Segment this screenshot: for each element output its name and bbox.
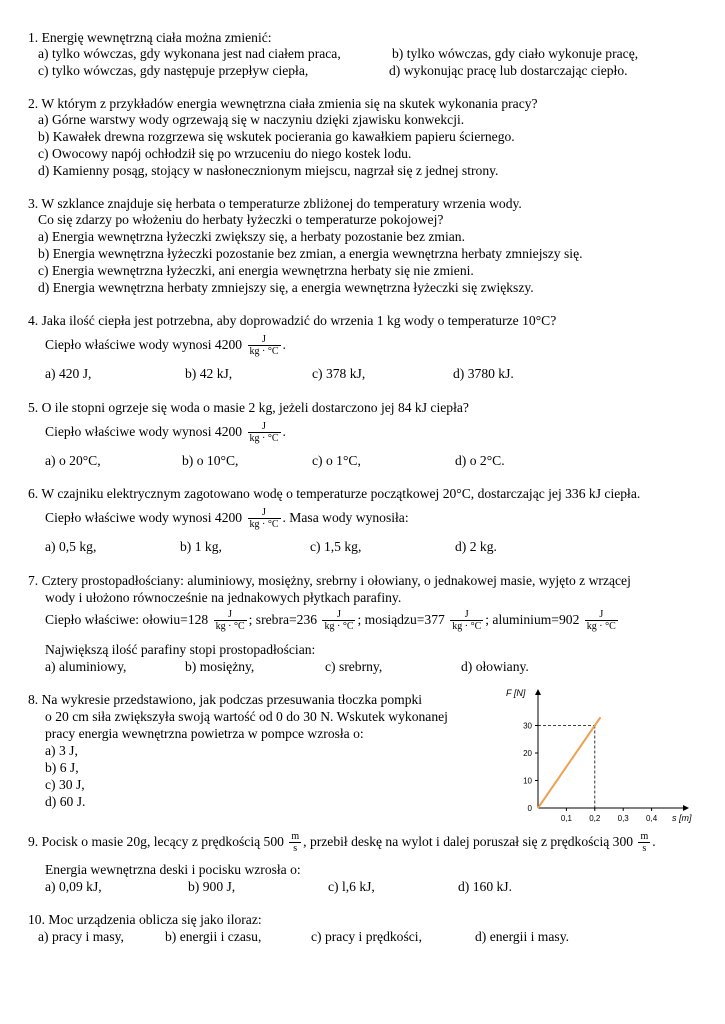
q5-unit-fraction: $\frac{J}{kg \cdot ^\circ C}$ bbox=[249, 421, 279, 445]
q9-option-a[interactable]: a) 0,09 kJ, bbox=[45, 879, 102, 894]
chart-x-label: s [m] bbox=[672, 813, 692, 823]
q3-option-d[interactable]: d) Energia wewnętrzna herbaty zmniejszy się, a energia wewnętrzna łyżeczki się zwiększy. bbox=[38, 280, 534, 295]
q7-stem-line1: 7. Cztery prostopadłościany: aluminiowy, mosiężny, srebrny i ołowiany, o jednakowej masie, wyjęto z wrzącej bbox=[28, 573, 631, 588]
x-tick-label: 0,4 bbox=[646, 814, 658, 823]
y-tick-label: 20 bbox=[523, 749, 532, 758]
q6-option-b[interactable]: b) 1 kg, bbox=[180, 539, 222, 554]
q9-stem: 9. Pocisk o masie 20g, lecący z prędkością 500 $\frac{m}{s}$ , przebił deskę na wylot i dalej poruszał się z prędkością 300 $\frac{m}{s}$ . bbox=[28, 831, 656, 855]
q2-option-d[interactable]: d) Kamienny posąg, stojący w nasłonecznionym miejscu, nagrzał się z jednej strony. bbox=[38, 163, 499, 178]
q6-stem: 6. W czajniku elektrycznym zagotowano wodę o temperaturze początkowej 20°C, dostarczając jej 336 kJ ciepła. bbox=[28, 486, 641, 501]
q9-unit-fraction-1: $\frac{m}{s}$ bbox=[291, 831, 300, 855]
q9-option-d[interactable]: d) 160 kJ. bbox=[458, 879, 512, 894]
q2-option-a[interactable]: a) Górne warstwy wody ogrzewają się w naczyniu dzięki zjawisku konwekcji. bbox=[38, 112, 465, 127]
q7-unit-fraction-lead: $\frac{J}{kg \cdot ^\circ C}$ bbox=[215, 609, 245, 633]
q1-option-c[interactable]: c) tylko wówczas, gdy następuje przepływ ciepła, bbox=[38, 63, 309, 78]
x-tick-label: 0,3 bbox=[617, 814, 629, 823]
q7-unit-fraction-aluminium: $\frac{J}{kg \cdot ^\circ C}$ bbox=[586, 609, 616, 633]
q5-stem: 5. O ile stopni ogrzeje się woda o masie 2 kg, jeżeli dostarczono jej 84 kJ ciepła? bbox=[28, 400, 469, 415]
q8-stem-line2: o 20 cm siła zwiększyła swoją wartość od 0 do 30 N. Wskutek wykonanej bbox=[45, 709, 448, 724]
q5-option-b[interactable]: b) o 10°C, bbox=[182, 453, 239, 468]
q6-option-d[interactable]: d) 2 kg. bbox=[455, 539, 497, 554]
q1-option-b[interactable]: b) tylko wówczas, gdy ciało wykonuje pracę, bbox=[392, 46, 639, 61]
q3-option-b[interactable]: b) Energia wewnętrzna łyżeczki pozostanie bez zmian, a energia wewnętrzna herbaty zmniejszy się. bbox=[38, 246, 583, 261]
q7-option-a[interactable]: a) aluminiowy, bbox=[45, 659, 127, 674]
q8-option-a[interactable]: a) 3 J, bbox=[45, 743, 78, 758]
q10-option-d[interactable]: d) energii i masy. bbox=[475, 929, 570, 944]
chart-axes bbox=[538, 690, 688, 808]
q10-stem: 10. Moc urządzenia oblicza się jako iloraz: bbox=[28, 912, 262, 927]
q3-stem-line2: Co się zdarzy po włożeniu do herbaty łyżeczki o temperaturze pokojowej? bbox=[38, 212, 444, 227]
q3-stem-line1: 3. W szklance znajduje się herbata o temperaturze zbliżonej do temperatury wrzenia wody. bbox=[28, 196, 522, 211]
q5-option-d[interactable]: d) o 2°C. bbox=[455, 453, 505, 468]
q7-specific-heats: Ciepło właściwe: ołowiu=128 $\frac{J}{kg \cdot ^\circ C}$ ; srebra=236 $\frac{J}{kg \cdot ^\circ C}$ ; mosiądzu=377 $\frac{J}{kg \cdot ^\circ C}$ ; aluminium=902 $\frac{J}{kg \cdot ^\circ C}$ bbox=[45, 609, 616, 633]
q6-option-a[interactable]: a) 0,5 kg, bbox=[45, 539, 97, 554]
q8-option-d[interactable]: d) 60 J. bbox=[45, 794, 86, 809]
q6-option-c[interactable]: c) 1,5 kg, bbox=[310, 539, 362, 554]
y-tick-label: 30 bbox=[523, 721, 532, 731]
q3-option-c[interactable]: c) Energia wewnętrzna łyżeczki, ani energia wewnętrzna herbaty się nie zmieni. bbox=[38, 263, 474, 278]
q9-line2: Energia wewnętrzna deski i pocisku wzrosła o: bbox=[45, 862, 301, 877]
q3-option-a[interactable]: a) Energia wewnętrzna łyżeczki zwiększy się, a herbaty pozostanie bez zmian. bbox=[38, 229, 465, 244]
x-tick-label: 0,2 bbox=[589, 814, 601, 823]
x-tick-label: 0,1 bbox=[560, 814, 572, 823]
q4-specific-heat: Ciepło właściwe wody wynosi 4200 $\frac{J}{kg \cdot ^\circ C}$ . bbox=[45, 334, 286, 358]
q8-option-c[interactable]: c) 30 J, bbox=[45, 777, 85, 792]
q10-option-b[interactable]: b) energii i czasu, bbox=[165, 929, 262, 944]
q8-option-b[interactable]: b) 6 J, bbox=[45, 760, 79, 775]
q4-stem: 4. Jaka ilość ciepła jest potrzebna, aby doprowadzić do wrzenia 1 kg wody o temperaturze 10°C? bbox=[28, 313, 557, 328]
q8-stem-line3: pracy energia wewnętrzna powietrza w pompce wzrosła o: bbox=[45, 726, 364, 741]
q9-option-b[interactable]: b) 900 J, bbox=[188, 879, 236, 894]
q2-option-c[interactable]: c) Owocowy napój ochłodził się po wrzuceniu do niego kostek lodu. bbox=[38, 146, 412, 161]
q5-option-a[interactable]: a) o 20°C, bbox=[45, 453, 101, 468]
chart-y-label: F [N] bbox=[506, 688, 526, 698]
y-tick-label: 10 bbox=[523, 776, 532, 786]
q7-option-b[interactable]: b) mosiężny, bbox=[185, 659, 255, 674]
y-tick-label: 0 bbox=[527, 804, 532, 813]
q5-specific-heat: Ciepło właściwe wody wynosi 4200 $\frac{J}{kg \cdot ^\circ C}$ . bbox=[45, 421, 286, 445]
q4-option-d[interactable]: d) 3780 kJ. bbox=[453, 366, 514, 381]
q9-unit-fraction-2: $\frac{m}{s}$ bbox=[640, 831, 649, 855]
q4-option-b[interactable]: b) 42 kJ, bbox=[185, 366, 233, 381]
q8-stem-line1: 8. Na wykresie przedstawiono, jak podczas przesuwania tłoczka pompki bbox=[28, 692, 423, 707]
q1-option-d[interactable]: d) wykonując pracę lub dostarczając ciepło. bbox=[389, 63, 628, 78]
q7-question: Największą ilość parafiny stopi prostopadłościan: bbox=[45, 642, 316, 657]
q7-unit-fraction-silver: $\frac{J}{kg \cdot ^\circ C}$ bbox=[324, 609, 354, 633]
q7-option-c[interactable]: c) srebrny, bbox=[325, 659, 383, 674]
q10-option-c[interactable]: c) pracy i prędkości, bbox=[311, 929, 422, 944]
q7-unit-fraction-brass: $\frac{J}{kg \cdot ^\circ C}$ bbox=[452, 609, 482, 633]
series-line bbox=[538, 717, 600, 808]
force-displacement-chart bbox=[500, 680, 695, 825]
chart-series bbox=[538, 717, 600, 808]
q7-stem-line2: wody i ułożono równocześnie na jednakowych płytkach parafiny. bbox=[45, 590, 402, 605]
q5-option-c[interactable]: c) o 1°C, bbox=[312, 453, 361, 468]
q6-unit-fraction: $\frac{J}{kg \cdot ^\circ C}$ bbox=[249, 507, 279, 531]
q4-option-a[interactable]: a) 420 J, bbox=[45, 366, 92, 381]
q1-option-a[interactable]: a) tylko wówczas, gdy wykonana jest nad ciałem praca, bbox=[38, 46, 341, 61]
q7-option-d[interactable]: d) ołowiany. bbox=[461, 659, 529, 674]
q4-option-c[interactable]: c) 378 kJ, bbox=[312, 366, 366, 381]
q4-unit-fraction: $\frac{J}{kg \cdot ^\circ C}$ bbox=[249, 334, 279, 358]
q6-specific-heat: Ciepło właściwe wody wynosi 4200 $\frac{J}{kg \cdot ^\circ C}$ . Masa wody wynosiła: bbox=[45, 507, 409, 531]
q2-stem: 2. W którym z przykładów energia wewnętrzna ciała zmienia się na skutek wykonania pracy? bbox=[28, 96, 538, 111]
q2-option-b[interactable]: b) Kawałek drewna rozgrzewa się wskutek pocierania go kawałkiem papieru ściernego. bbox=[38, 129, 515, 144]
q1-stem: 1. Energię wewnętrzną ciała można zmienić: bbox=[28, 30, 272, 45]
q9-option-c[interactable]: c) l,6 kJ, bbox=[328, 879, 375, 894]
q10-option-a[interactable]: a) pracy i masy, bbox=[38, 929, 124, 944]
